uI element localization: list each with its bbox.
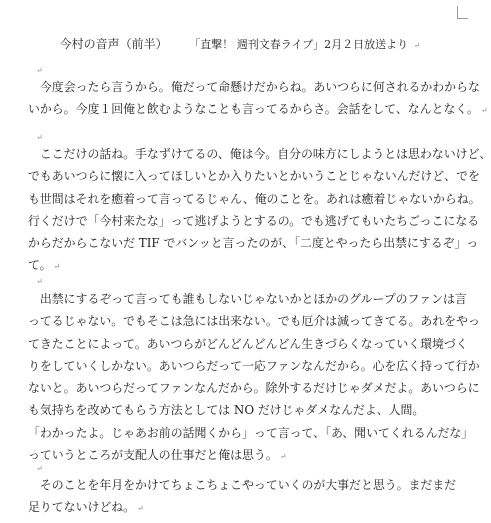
paragraph-mark-icon: ↵ [480,106,488,116]
paragraph-mark-icon: ↵ [279,452,287,462]
paragraph-line: 行くだけで「今村来たな」って逃げようとするの。でも逃げてもいたちごっこになる [28,213,480,228]
paragraph-line: てきたことによって。あいつらがどんどんどんどん生きづらくなっていく環境づく [28,336,468,351]
empty-paragraph-mark-icon: ↵ [36,464,43,473]
page-corner-mark [457,6,468,19]
paragraph-line: でもあいつらに懐に入ってほしいとか入りたいとかいうことじゃないんだけど、でを [28,169,480,184]
title-row [0,35,480,52]
paragraph-1 [28,76,488,123]
paragraph-line: そのことを年月をかけてちょこちょこやっていくのが大事だと思う。まだまだ [28,478,457,492]
paragraph-3 [28,288,480,468]
paragraph-mark-icon: ↵ [413,41,421,50]
paragraph-line: も気持ちを改めてもらう方法としては NO だけじゃダメなんだよ、人間。 [28,403,425,418]
paragraph-line: からだからこないだ TIF でバンッと言ったのが、「二度とやったら出禁にするぞ」っ [28,236,479,251]
paragraph-line: ってるじゃない。でもそこは急には出来ない。でも厄介は減ってきてる。あれをやっ [28,314,480,329]
paragraph-4 [28,474,468,521]
paragraph-line: ないと。あいつらだってファンなんだから。除外するだけじゃダメだよ。あいつらに [28,381,480,396]
paragraph-line: ここだけの話ね。手なずけてるの、俺は今。自分の味方にしようとは思わないけど、 [28,147,491,161]
document-title: 今村の音声（前半） [59,37,168,51]
paragraph-line: りをしていくしかない。あいつらだって一応ファンなんだから。心を広く持って行か [28,358,480,373]
paragraph-line: も世間はそれを癒着って言ってるじゃん、俺のことを。あれは癒着じゃないからね。 [28,191,481,206]
paragraph-2 [28,143,491,279]
paragraph-line: 足りてないけどね。 ↵ [28,496,468,520]
paragraph-line: て。 ↵ [28,254,468,278]
document-subtitle: 「直撃！ 週刊文春ライブ」2月２日放送より [189,38,409,51]
paragraph-line: いから。今度１回俺と飲むようなことも言ってるからさ。会話をして、なんとなく。 ↵ [28,98,468,122]
paragraph-mark-icon: ↵ [53,262,61,272]
empty-paragraph-mark-icon: ↵ [36,66,43,75]
paragraph-line: 「わかったよ。じゃあお前の話聞くから」って言って、「あ、聞いてくれるんだな」 [28,425,474,440]
paragraph-line: 今度会ったら言うから。俺だって命懸けだからね。あいつらに何されるかわからな [28,80,480,94]
paragraph-line: 出禁にするぞって言っても誰もしないじゃないかとほかのグループのファンは言 [28,292,467,306]
paragraph-line: っていうところが支配人の仕事だと俺は思う。 ↵ [28,444,468,468]
empty-paragraph-mark-icon: ↵ [36,133,43,142]
empty-paragraph-mark-icon: ↵ [36,277,43,286]
paragraph-mark-icon: ↵ [137,504,144,514]
